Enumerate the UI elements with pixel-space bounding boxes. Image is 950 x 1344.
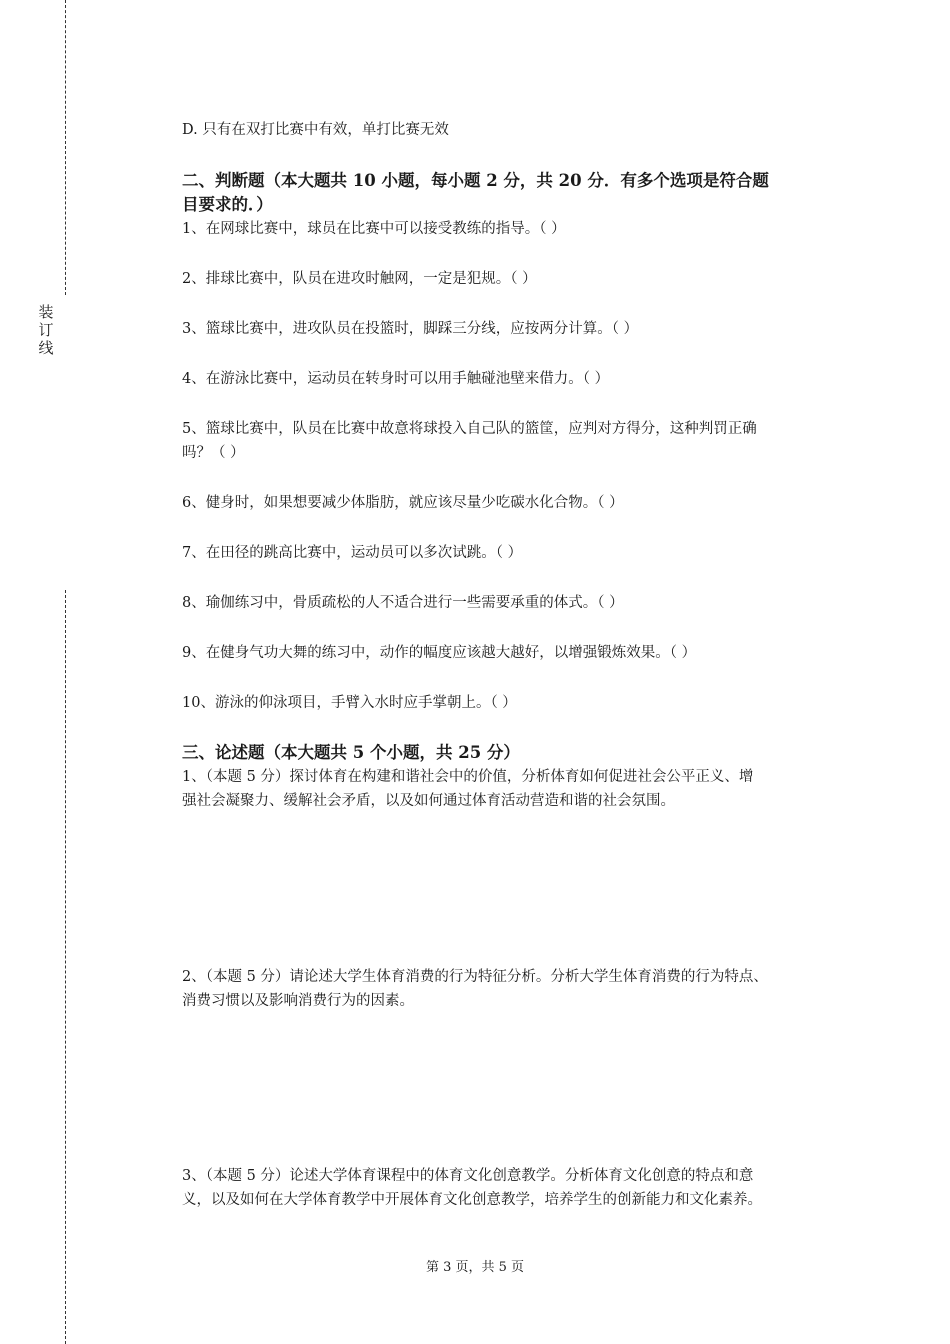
judge-question-5-line2: 吗？（ ） bbox=[182, 445, 245, 461]
judge-question-3: 3、篮球比赛中，进攻队员在投篮时，脚踩三分线，应按两分计算。（ ） bbox=[182, 321, 639, 337]
binding-label-char: 线 bbox=[38, 339, 54, 357]
binding-line-bottom bbox=[65, 590, 66, 1344]
judge-question-1: 1、在网球比赛中，球员在比赛中可以接受教练的指导。（ ） bbox=[182, 221, 566, 237]
binding-label-char: 装 bbox=[38, 303, 54, 321]
essay-question-2-line2: 消费习惯以及影响消费行为的因素。 bbox=[182, 993, 414, 1009]
binding-line-top bbox=[65, 0, 66, 295]
judge-question-6: 6、健身时，如果想要减少体脂肪，就应该尽量少吃碳水化合物。（ ） bbox=[182, 495, 624, 511]
essay-question-1-line2: 强社会凝聚力、缓解社会矛盾，以及如何通过体育活动营造和谐的社会氛围。 bbox=[182, 793, 675, 809]
option-d: D. 只有在双打比赛中有效，单打比赛无效 bbox=[182, 122, 449, 138]
judge-question-9: 9、在健身气功大舞的练习中，动作的幅度应该越大越好，以增强锻炼效果。（ ） bbox=[182, 645, 697, 661]
essay-question-2-line1: 2、（本题 5 分）请论述大学生体育消费的行为特征分析。分析大学生体育消费的行为特点、 bbox=[182, 969, 768, 985]
binding-label bbox=[37, 303, 55, 357]
binding-label-char: 订 bbox=[38, 321, 54, 339]
page-footer: 第 3 页，共 5 页 bbox=[425, 1260, 525, 1275]
judge-question-10: 10、游泳的仰泳项目，手臂入水时应手掌朝上。（ ） bbox=[182, 695, 517, 711]
section2-title-line1: 二、判断题（本大题共 10 小题，每小题 2 分，共 20 分．有多个选项是符合题 bbox=[182, 171, 769, 190]
judge-question-8: 8、瑜伽练习中，骨质疏松的人不适合进行一些需要承重的体式。（ ） bbox=[182, 595, 624, 611]
essay-question-3-line1: 3、（本题 5 分）论述大学体育课程中的体育文化创意教学。分析体育文化创意的特点和意 bbox=[182, 1168, 754, 1184]
essay-question-3-line2: 义，以及如何在大学体育教学中开展体育文化创意教学，培养学生的创新能力和文化素养。 bbox=[182, 1192, 762, 1208]
section3-title: 三、论述题（本大题共 5 个小题，共 25 分） bbox=[182, 743, 520, 762]
section2-title-line2: 目要求的．） bbox=[182, 195, 273, 214]
judge-question-2: 2、排球比赛中，队员在进攻时触网，一定是犯规。（ ） bbox=[182, 271, 537, 287]
judge-question-7: 7、在田径的跳高比赛中，运动员可以多次试跳。（ ） bbox=[182, 545, 523, 561]
judge-question-5-line1: 5、篮球比赛中，队员在比赛中故意将球投入自己队的篮筐，应判对方得分，这种判罚正确 bbox=[182, 421, 757, 437]
essay-question-1-line1: 1、（本题 5 分）探讨体育在构建和谐社会中的价值，分析体育如何促进社会公平正义、增 bbox=[182, 769, 754, 785]
judge-question-4: 4、在游泳比赛中，运动员在转身时可以用手触碰池壁来借力。（ ） bbox=[182, 371, 610, 387]
